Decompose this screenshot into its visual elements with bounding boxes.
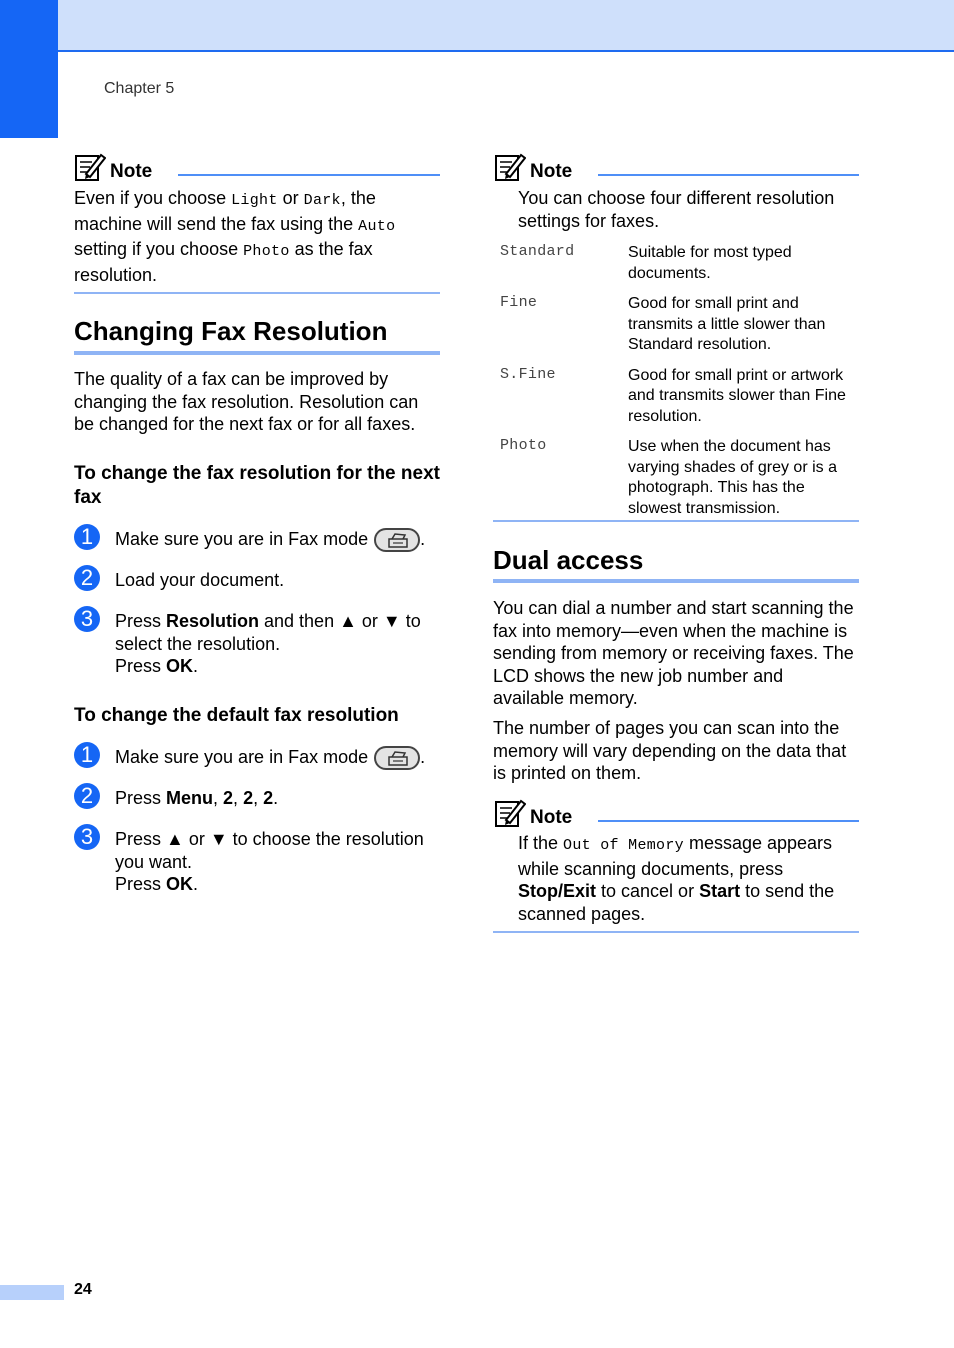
note-heading [494,152,572,182]
header-band [0,0,954,52]
step-number: 1 [74,524,100,550]
step-item [74,606,440,678]
resolution-desc: Use when the document has varying shades of grey or is a photograph. This has the slowest transmission. [628,438,837,517]
step-item [74,565,440,592]
step-text: Press ▲ or ▼ to choose the resolution you want. Press OK. [115,829,424,894]
step-item [74,824,440,896]
note-text: Even if you choose Light or Dark, the machine will send the fax using the Auto setting if you choose Photo as the fax resolution. [74,188,396,285]
note-rule [598,820,859,822]
step-number: 2 [74,783,100,809]
note-label: Note [110,161,153,182]
chapter-tab [0,0,58,138]
note-rule [598,174,859,176]
step-item [74,783,440,810]
note-pencil-icon [494,152,526,182]
resolution-key: Standard [500,243,575,260]
page-number: 24 [74,1281,92,1298]
resolution-desc: Suitable for most typed documents. [628,244,792,282]
table-row [500,243,858,294]
note-end-rule [74,292,440,294]
chapter-label: Chapter 5 [104,80,175,97]
note-label: Note [530,807,573,828]
resolution-desc: Good for small print and transmits a little slower than Standard resolution. [628,295,826,353]
note-pencil-icon [74,152,106,182]
section-title-rule [74,351,440,355]
resolution-key: Photo [500,437,547,454]
step-text: Make sure you are in Fax mode . [115,742,425,770]
section-paragraph: The number of pages you can scan into the memory will vary depending on the data that is printed on them. [493,718,847,783]
note-end-rule [493,931,859,933]
table-row [500,366,858,438]
resolution-key: S.Fine [500,365,556,383]
fax-mode-button-icon [374,746,420,770]
table-row [500,437,858,529]
step-text: Press Menu, 2, 2, 2. [115,788,279,808]
note-text: You can choose four different resolution settings for faxes. [518,188,835,231]
section-paragraph: You can dial a number and start scanning the fax into memory—even when the machine is sending from memory or receiving faxes. The LCD shows the new job number and available memory. [493,598,854,708]
step-item [74,742,440,770]
table-row [500,294,858,366]
section-intro: The quality of a fax can be improved by changing the fax resolution. Resolution can be changed for the next fax or for all faxes. [74,369,419,434]
step-text: Press Resolution and then ▲ or ▼ to select the resolution. Press OK. [115,611,421,676]
subsection-heading: To change the default fax resolution [74,705,399,726]
page-number-band [0,1285,64,1300]
note-text: If the Out of Memory message appears while scanning documents, press Stop/Exit to cancel or Start to send the scanned pages. [518,833,835,924]
section-title: Dual access [493,545,644,575]
step-number: 1 [74,742,100,768]
section-title-rule [493,579,859,583]
step-number: 3 [74,606,100,632]
note-heading [494,798,572,828]
resolution-desc: Good for small print or artwork and transmits slower than Fine resolution. [628,366,846,425]
fax-mode-button-icon [374,528,420,552]
resolution-key: Fine [500,294,538,311]
step-number: 3 [74,824,100,850]
resolution-table [500,243,858,529]
section-title: Changing Fax Resolution [74,316,388,346]
note-pencil-icon [494,798,526,828]
step-item [74,524,440,552]
note-label: Note [530,161,573,182]
note-end-rule [493,520,859,522]
step-text: Make sure you are in Fax mode . [115,524,425,552]
step-text: Load your document. [115,570,285,590]
step-number: 2 [74,565,100,591]
note-heading [74,152,152,182]
note-rule [178,174,440,176]
subsection-heading: To change the fax resolution for the next fax [74,463,440,508]
